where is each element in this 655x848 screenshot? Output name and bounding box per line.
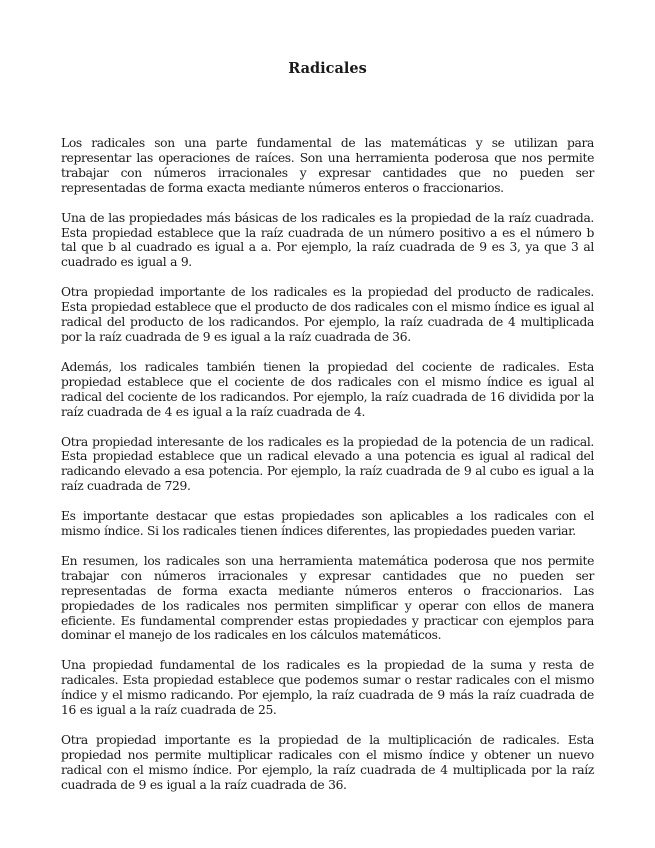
paragraph-multiplication: Otra propiedad importante es la propiedad de la multiplicación de radicales. Esta propiedad nos permite multiplicar radicales con el mismo índice y obtener un nuevo radical con el mismo índice. Por ejemplo, la raíz cuadrada de 4 multiplicada por la raíz cuadrada de 9 es igual a la raíz cuadrada de 36. xyxy=(61,733,594,792)
document-body xyxy=(61,136,594,808)
paragraph-power: Otra propiedad interesante de los radicales es la propiedad de la potencia de un radical. Esta propiedad establece que un radical elevado a una potencia es igual al radical del radicando elevado a esa potencia. Por ejemplo, la raíz cuadrada de 9 al cubo es igual a la raíz cuadrada de 729. xyxy=(61,434,594,494)
paragraph-intro: Los radicales son una parte fundamental de las matemáticas y se utilizan para representar las operaciones de raíces. Son una herramienta poderosa que nos permite trabajar con números irracionales y expresar cantidades que no pueden ser representadas de forma exacta mediante números enteros o fraccionarios. xyxy=(61,136,594,195)
paragraph-quotient: Además, los radicales también tienen la propiedad del cociente de radicales. Esta propiedad establece que el cociente de dos radicales con el mismo índice es igual al radical del cociente de los radicandos. Por ejemplo, la raíz cuadrada de 16 dividida por la raíz cuadrada de 4 es igual a la raíz cuadrada de 4. xyxy=(61,359,594,419)
paragraph-square-root: Una de las propiedades más básicas de los radicales es la propiedad de la raíz cuadrada. Esta propiedad establece que la raíz cuadrada de un número positivo a es el número b tal que b al cuadrado es igual a a. Por ejemplo, la raíz cuadrada de 9 es 3, ya que 3 al cuadrado es igual a 9. xyxy=(61,210,594,270)
paragraph-product: Otra propiedad importante de los radicales es la propiedad del producto de radicales. Esta propiedad establece que el producto de dos radicales con el mismo índice es igual al radical del producto de los radicandos. Por ejemplo, la raíz cuadrada de 4 multiplicada por la raíz cuadrada de 9 es igual a la raíz cuadrada de 36. xyxy=(61,285,594,344)
paragraph-sum-difference: Una propiedad fundamental de los radicales es la propiedad de la suma y resta de radicales. Esta propiedad establece que podemos sumar o restar radicales con el mismo índice y el mismo radicando. Por ejemplo, la raíz cuadrada de 9 más la raíz cuadrada de 16 es igual a la raíz cuadrada de 25. xyxy=(61,658,594,718)
paragraph-summary: En resumen, los radicales son una herramienta matemática poderosa que nos permite trabajar con números irracionales y expresar cantidades que no pueden ser representadas de forma exacta mediante números enteros o fraccionarios. Las propiedades de los radicales nos permiten simplificar y operar con ellos de manera eficiente. Es fundamental comprender estas propiedades y practicar con ejemplos para dominar el manejo de los radicales en los cálculos matemáticos. xyxy=(61,553,594,643)
document-title: Radicales xyxy=(288,60,367,77)
paragraph-same-index: Es importante destacar que estas propiedades son aplicables a los radicales con el mismo índice. Si los radicales tienen índices diferentes, las propiedades pueden variar. xyxy=(61,509,594,539)
